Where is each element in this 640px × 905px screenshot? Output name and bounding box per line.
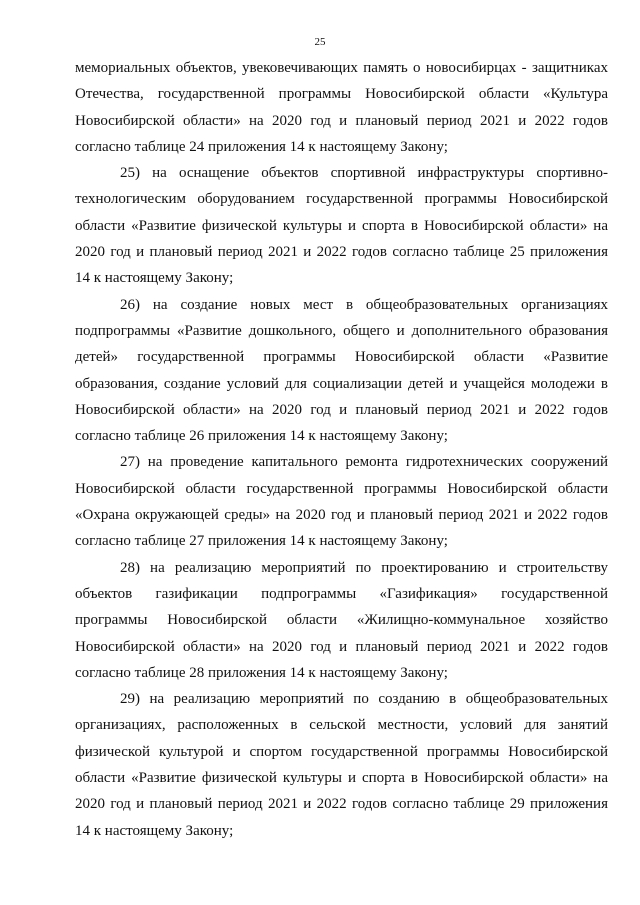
- text-line: согласно таблице 28 приложения 14 к настоящему Закону;: [75, 664, 448, 681]
- text-line: «Охрана окружающей среды» на 2020 год и плановый период 2021 и 2022 годов: [75, 507, 608, 524]
- text-line: образования, создание условий для социализации детей и учащейся молодежи в: [75, 375, 608, 392]
- paragraph-item-25: [75, 160, 608, 291]
- text-line: Новосибирской области» на 2020 год и плановый период 2021 и 2022 годов: [75, 638, 608, 655]
- paragraph-item-26: [75, 292, 608, 450]
- text-line: программы Новосибирской области «Жилищно-коммунальное хозяйство: [75, 612, 608, 629]
- text-line: организациях, расположенных в сельской местности, условий для занятий: [75, 717, 608, 734]
- text-line: 2020 год и плановый период 2021 и 2022 годов согласно таблице 25 приложения: [75, 244, 608, 261]
- text-line: 26) на создание новых мест в общеобразовательных организациях: [120, 296, 608, 313]
- page-number: 25: [314, 36, 326, 48]
- text-line: 2020 год и плановый период 2021 и 2022 годов согласно таблице 29 приложения: [75, 796, 608, 813]
- paragraph-item-28: [75, 555, 608, 686]
- text-line: 29) на реализацию мероприятий по созданию в общеобразовательных: [120, 691, 608, 708]
- text-line: подпрограммы «Развитие дошкольного, общего и дополнительного образования: [75, 322, 608, 339]
- text-line: 27) на проведение капитального ремонта гидротехнических сооружений: [120, 454, 608, 471]
- text-line: физической культурой и спортом государственной программы Новосибирской: [75, 743, 608, 760]
- text-line: объектов газификации подпрограммы «Газификация» государственной: [75, 585, 608, 602]
- text-line: Новосибирской области государственной программы Новосибирской области: [75, 480, 608, 497]
- text-line: области «Развитие физической культуры и спорта в Новосибирской области» на: [75, 217, 608, 234]
- text-line: технологическим оборудованием государственной программы Новосибирской: [75, 191, 608, 208]
- paragraph-item-27: [75, 449, 608, 554]
- text-line: Отечества, государственной программы Новосибирской области «Культура: [75, 86, 608, 103]
- text-line: Новосибирской области» на 2020 год и плановый период 2021 и 2022 годов: [75, 112, 608, 129]
- text-line: детей» государственной программы Новосибирской области «Развитие: [75, 349, 608, 366]
- text-line: согласно таблице 24 приложения 14 к настоящему Закону;: [75, 138, 448, 155]
- paragraph-item-29: [75, 686, 608, 844]
- text-line: области «Развитие физической культуры и спорта в Новосибирской области» на: [75, 770, 608, 787]
- text-line: согласно таблице 27 приложения 14 к настоящему Закону;: [75, 533, 448, 550]
- text-line: согласно таблице 26 приложения 14 к настоящему Закону;: [75, 428, 448, 445]
- text-line: Новосибирской области» на 2020 год и плановый период 2021 и 2022 годов: [75, 401, 608, 418]
- text-line: 25) на оснащение объектов спортивной инфраструктуры спортивно-: [120, 165, 608, 182]
- text-line: 14 к настоящему Закону;: [75, 822, 234, 839]
- document-body: [75, 55, 608, 844]
- paragraph-continuation: [75, 55, 608, 160]
- text-line: 14 к настоящему Закону;: [75, 270, 234, 287]
- text-line: 28) на реализацию мероприятий по проектированию и строительству: [120, 559, 608, 576]
- text-line: мемориальных объектов, увековечивающих память о новосибирцах - защитниках: [75, 60, 608, 76]
